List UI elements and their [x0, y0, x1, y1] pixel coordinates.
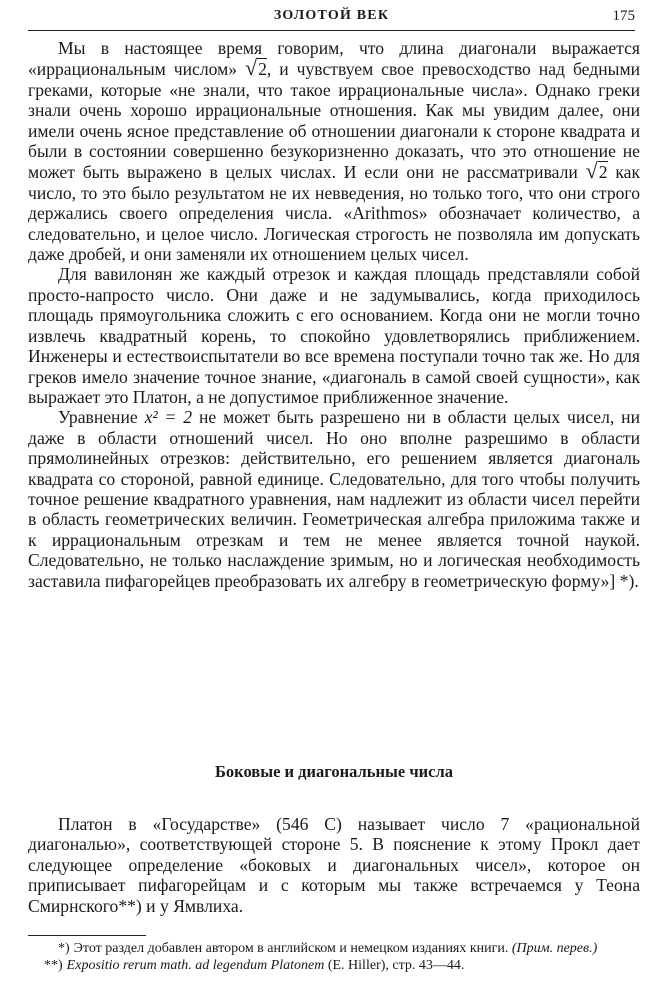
- radical-sign: √: [585, 158, 598, 184]
- page-number: 175: [612, 8, 635, 24]
- sqrt-two-formula: [245, 55, 267, 81]
- footnote-1: [28, 940, 640, 957]
- paragraph-babylonians: Для вавилонян же каждый отрезок и каждая площадь представляли собой просто-напросто число. Они даже и не задумывались, когда приходилось площадь прямоугольника сложить с его основанием. Когда они не могли точно извлечь квадратный корень, то спокойно удовлетворялись приближением. Инженеры и естествоиспытатели во все времена поступали точно так же. Но для греков имело значение точное знание, «диагональ в самой своей сущности», как выражает это Платон, а не допустимое приближенное значение.: [28, 264, 640, 407]
- paragraph-irrational: Мы в настоящее время говорим, что длина диагонали выражается «иррациональным числом» √2, и чувствуем свое превосходство над бедными греками, которые «не знали, что такое иррациональные числа». Однако греки знали очень хорошо иррациональные отношения. Как мы увидим далее, они имели очень ясное представление об отношении диагонали к стороне квадрата и были в состоянии совершенно безукоризненно доказать, что это отношение не может быть выражено в целых числах. И если они не рассматривали √2 как число, то это было результатом не их невведения, но только того, что они строго держались своего определения числа. «Arithmos» обозначает количество, а следовательно, и целое число. Логическая строгость не позволяла им допускать даже дробей, и они заменяли их отношением целых чисел.: [28, 38, 640, 265]
- running-head: ЗОЛОТОЙ ВЕК: [273, 8, 390, 23]
- footnote-divider: [28, 935, 146, 936]
- main-text: [28, 38, 640, 591]
- footnote-text: Этот раздел добавлен автором в английском и немецком изданиях книги.: [73, 941, 512, 956]
- translator-note: (Прим. перев.): [511, 941, 598, 956]
- footnotes: [28, 940, 640, 974]
- footnote-text: (E. Hiller), стр. 43—44.: [324, 958, 465, 973]
- radicand: 2: [258, 59, 267, 80]
- equation-formula: x² = 2: [144, 407, 193, 428]
- section-text: [28, 814, 640, 916]
- footnote-marker: *): [58, 941, 70, 956]
- text-run: Уравнение: [58, 407, 145, 428]
- page-header: [28, 4, 635, 31]
- paragraph-plato: Платон в «Государстве» (546 С) называет число 7 «рациональной диагональю», соответствующей стороне 5. В пояснение к этому Прокл дает следующее определение «боковых и диагональных чисел», которое он приписывает пифагорейцам и с которым мы также встречаемся у Теона Смирнского**) и у Ямвлиха.: [28, 814, 640, 916]
- radicand: 2: [598, 162, 608, 183]
- text-run: и чувствуем свое превосходство над бедными греками, которые «не знали, что такое иррациональные числа». Однако греки знали очень хорошо иррациональные отношения. Как мы увидим далее, они имели очень ясное представление об отношении диагонали к стороне квадрата и были в состоянии совершенно безукоризненно доказать, что это отношение не может быть выражено в целых числах. И если они не рассматривали: [28, 59, 640, 183]
- sqrt-two-formula: [585, 158, 608, 184]
- section-heading: Боковые и диагональные числа: [215, 762, 453, 781]
- footnote-marker: **): [44, 958, 63, 973]
- cited-work-title: Expositio rerum math. ad legendum Platonem: [66, 958, 325, 973]
- radical-sign: √: [245, 55, 258, 81]
- footnote-2: [28, 957, 640, 974]
- text-run: не может быть разрешено ни в области целых чисел, ни даже в области отношений чисел. Но оно вполне разрешимо в области прямолинейных отрезков: действительно, его решением является диагональ квадрата со стороной, равной единице. Следовательно, для того чтобы получить точное решение квадратного уравнения, нам надлежит из области чисел перейти в область геометрических величин. Геометрическая алгебра приложима также и к иррациональным отрезкам и тем не менее является точной наукой. Следовательно, не только наслаждение зримым, но и логическая необходимость заставила пифагорейцев преобразовать их алгебру в геометрическую форму»] *).: [28, 407, 640, 591]
- text-run: Мы в настоящее время говорим, что длина диагонали выражается «иррациональным числом»: [28, 38, 640, 80]
- text-run: как число, то это было результатом не их невведения, но только того, что они строго держались своего определения числа. «Arithmos» обозначает количество, а следовательно, и целое число. Логическая строгость не позволяла им допускать даже дробей, и они заменяли их отношением целых чисел.: [28, 162, 640, 265]
- paragraph-equation: [28, 407, 640, 591]
